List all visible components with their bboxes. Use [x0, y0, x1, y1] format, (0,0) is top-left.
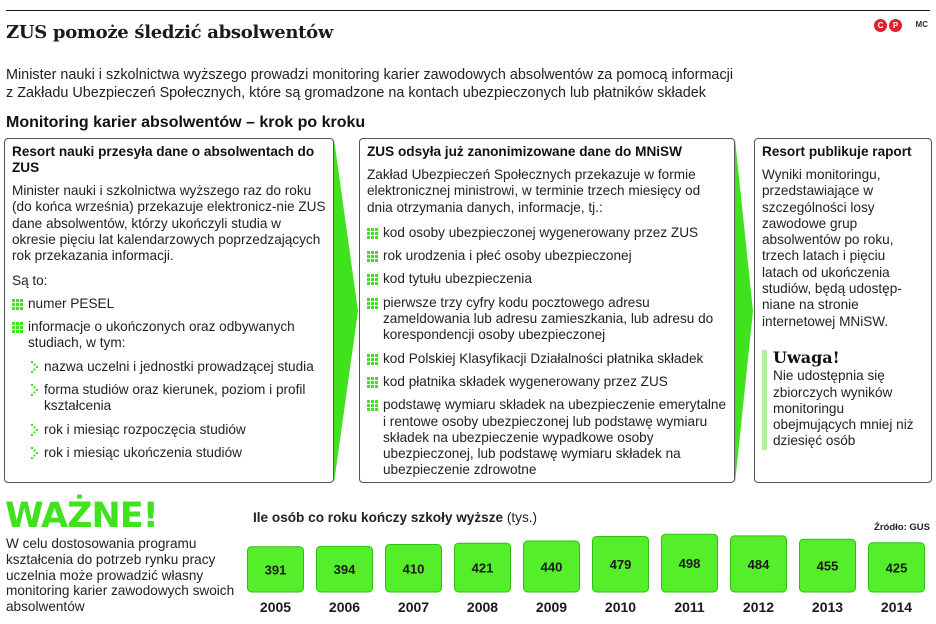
step-1-box: [4, 138, 334, 483]
year-tick-label: 2007: [397, 599, 430, 615]
chart-title-wrap: [253, 510, 537, 525]
note-box: [762, 347, 924, 450]
list-item-text: rok urodzenia i płeć osoby ubezpieczonej: [383, 248, 632, 264]
grid-bullet-icon: [12, 299, 23, 310]
sublist-item-text: rok i miesiąc rozpoczęcia studiów: [44, 421, 246, 437]
flow-arrow-2: [735, 139, 753, 483]
year-tick-label: 2006: [328, 599, 361, 615]
note-title: Uwaga!: [773, 347, 840, 367]
step-1-sublist: [28, 359, 326, 461]
bar-value-label: 425: [885, 560, 908, 576]
step-2-text: Zakład Ubezpieczeń Społecznych przekazuje w formie elektronicznej ministrowi, w terminie trzech miesięcy od dnia otrzymania danych, informacje, tj.:: [367, 167, 701, 215]
graduates-bar-chart: [245, 528, 935, 624]
sublist-item-text: forma studiów oraz kierunek, poziom i profil kształcenia: [44, 381, 306, 414]
dotted-chevron-icon: [31, 424, 38, 436]
year-tick-label: 2009: [535, 599, 568, 615]
grid-bullet-icon: [367, 251, 378, 262]
list-item-text: kod Polskiej Klasyfikacji Działalności płatnika składek: [383, 350, 704, 366]
bar-value-label: 394: [333, 562, 356, 578]
list-item-text: pierwsze trzy cyfry kodu pocztowego adresu zameldowania lub adresu zamieszkania, lub adresu do korespondencji osoby ubezpieczonej: [383, 294, 714, 343]
dotted-chevron-icon: [31, 361, 38, 373]
dotted-chevron-icon: [31, 447, 38, 459]
year-tick-label: 2008: [466, 599, 499, 615]
list-item: [367, 374, 727, 390]
bar-value-label: 410: [402, 561, 425, 577]
bar-value-label: 479: [609, 557, 632, 573]
sublist-item: [28, 445, 326, 461]
grid-bullet-icon: [367, 400, 378, 411]
step-3-box: [754, 138, 932, 483]
grid-bullet-icon: [367, 354, 378, 365]
publisher-logo: [874, 19, 902, 32]
step-1-text: Minister nauki i szkolnictwa wyższego raz do roku (do końca września) przekazuje elektronicz-nie ZUS dane absolwentów, którzy ukończyli studia w okresie pięciu lat kalendarzowych poprzedzających rok przekazania informacji.: [12, 183, 326, 264]
important-title: WAŻNE!: [5, 496, 158, 536]
list-item-text: kod tytułu ubezpieczenia: [383, 271, 532, 287]
step-2-list: [367, 225, 727, 479]
note-text: Nie udostępnia się zbiorczych wyników monitoringu obejmujących mniej niż dziesięć osób: [773, 368, 914, 449]
grid-bullet-icon: [367, 274, 378, 285]
grid-bullet-icon: [367, 228, 378, 239]
important-text: W celu dostosowania programu kształcenia do potrzeb rynku pracy uczelnia może prowadzić własny monitoring karier zawodowych swoich absolwentów: [6, 536, 235, 615]
list-item-text: podstawę wymiaru składek na ubezpieczenie emerytalne i rentowe osoby ubezpieczonej lub podstawę wymiaru składek na ubezpieczenie wypadkowe osoby ubezpieczonej, lub podstawę wymiaru składek na ubezpieczenie zdrowotne: [383, 397, 727, 478]
year-tick-label: 2013: [811, 599, 844, 615]
bar-value-label: 391: [264, 562, 287, 578]
year-tick-label: 2010: [604, 599, 637, 615]
list-item: [12, 319, 326, 461]
list-item: [367, 351, 727, 367]
list-item: [367, 248, 727, 264]
bar-value-label: 498: [678, 556, 701, 572]
bar-value-label: 455: [816, 558, 839, 574]
sublist-item: [28, 382, 326, 415]
list-item: [367, 397, 727, 478]
step-3-text: Wyniki monitoringu, przedstawiające w szczególności losy zawodowe grup absolwentów po roku, trzech latach i pięciu latach od ukończenia studiów, będą udostęp-niane na stronie internetowej MNiSW.: [762, 167, 902, 329]
list-item: [367, 271, 727, 287]
logo-badge-p: P: [889, 19, 902, 32]
grid-bullet-icon: [12, 322, 23, 333]
step-1-list-intro: Są to:: [12, 273, 48, 289]
section-title: Monitoring karier absolwentów – krok po kroku: [6, 114, 366, 131]
list-item: [367, 295, 727, 344]
list-item-text: kod płatnika składek wygenerowany przez ZUS: [383, 373, 668, 389]
chart-source: Źródło: GUS: [874, 522, 930, 533]
list-item: [367, 225, 727, 241]
intro-text: [6, 66, 806, 102]
author-credit: MC: [915, 20, 928, 29]
sublist-item-text: nazwa uczelni i jednostki prowadzącej studia: [44, 358, 314, 374]
step-2-box: [359, 138, 735, 483]
step-1-list: [12, 296, 326, 461]
intro-line-1: Minister nauki i szkolnictwa wyższego prowadzi monitoring karier zawodowych absolwentów za pomocą informacji: [6, 67, 734, 83]
sublist-item: [28, 422, 326, 438]
step-3-heading: Resort publikuje raport: [762, 144, 912, 159]
sublist-item: [28, 359, 326, 375]
list-item: [12, 296, 326, 312]
logo-badge-c: C: [874, 19, 887, 32]
year-tick-label: 2014: [880, 599, 913, 615]
page-title: ZUS pomoże śledzić absolwentów: [6, 22, 334, 43]
grid-bullet-icon: [367, 298, 378, 309]
flow-arrow-1: [334, 139, 358, 483]
chart-unit: (tys.): [506, 510, 538, 525]
bar-value-label: 484: [747, 556, 770, 572]
step-2-heading: ZUS odsyła już zanonimizowane dane do MNiSW: [367, 144, 682, 159]
intro-line-2: z Zakładu Ubezpieczeń Społecznych, które są gromadzone na kontach ubezpieczonych lub płatników składek: [6, 85, 706, 101]
step-1-heading: Resort nauki przesyła dane o absolwentach do ZUS: [12, 144, 315, 175]
year-tick-label: 2005: [259, 599, 292, 615]
chart-title: Ile osób co roku kończy szkoły wyższe: [253, 510, 504, 525]
list-item-text: kod osoby ubezpieczonej wygenerowany przez ZUS: [383, 224, 699, 240]
bar-value-label: 440: [540, 559, 563, 575]
grid-bullet-icon: [367, 377, 378, 388]
year-tick-label: 2012: [742, 599, 775, 615]
dotted-chevron-icon: [31, 384, 38, 396]
list-item-text: informacje o ukończonych oraz odbywanych studiach, w tym:: [28, 319, 295, 351]
bar-value-label: 421: [471, 560, 494, 576]
year-tick-label: 2011: [674, 599, 705, 615]
list-item-text: numer PESEL: [28, 295, 115, 311]
top-rule: [6, 10, 930, 11]
sublist-item-text: rok i miesiąc ukończenia studiów: [44, 444, 242, 460]
